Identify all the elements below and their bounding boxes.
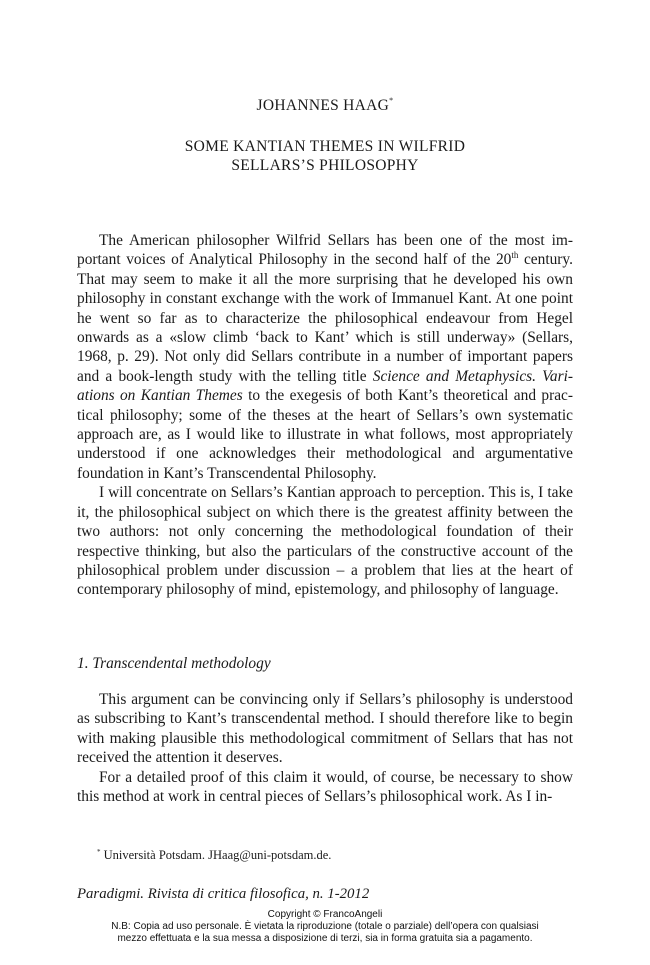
footnote-text: Università Potsdam. JHaag@uni-potsdam.de. bbox=[103, 848, 332, 862]
section-1-body bbox=[77, 690, 573, 806]
title-line-1: SOME KANTIAN THEMES IN WILFRID bbox=[184, 138, 466, 155]
footnote-mark: * bbox=[97, 848, 101, 856]
copyright-notice bbox=[0, 909, 650, 945]
copyright-line: Copyright © FrancoAngeli bbox=[267, 909, 383, 920]
author-text: JOHANNES HAAG bbox=[256, 97, 390, 114]
intro-section bbox=[77, 231, 573, 600]
notice-line-1: N.B: Copia ad uso personale. È vietata la riproduzione (totale o parziale) dell’opera con qualsiasi bbox=[111, 921, 539, 932]
footnote bbox=[97, 848, 331, 863]
notice-line-2: mezzo effettuata e la sua messa a disposizione di terzi, sia in forma gratuita sia a pagamento. bbox=[117, 933, 533, 944]
title-line-2: SELLARS’S PHILOSOPHY bbox=[231, 157, 419, 174]
author-footnote-mark: * bbox=[389, 96, 394, 105]
article-title bbox=[0, 137, 650, 175]
section-heading: 1. Transcendental methodology bbox=[77, 655, 271, 672]
journal-citation: Paradigmi. Rivista di critica filosofica, n. 1-2012 bbox=[77, 886, 370, 902]
book-title: Science and Metaphysics. Variations on Kantian Themes bbox=[77, 367, 573, 405]
author-name bbox=[0, 96, 650, 115]
intro-paragraph-2: I will concentrate on Sellars’s Kantian approach to perception. This is, I take it, the philosophical subject on which there is the greatest affinity between the two authors: not only concerning the methodological foundation of their respective thinking, but also the particulars of the constructive account of the philosophical problem under discussion – a problem that lies at the heart of contemporary philosophy of mind, epistemology, and philosophy of language. bbox=[77, 484, 573, 599]
ordinal-superscript: th bbox=[511, 250, 519, 261]
section-1-paragraph-1: This argument can be convincing only if Sellars’s philosophy is understood as subscribing to Kant’s transcendental method. I should therefore like to begin with making plausible this methodological commitment of Sellars that has not received the attention it deserves. bbox=[77, 691, 573, 767]
intro-paragraph-1: The American philosopher Wilfrid Sellars has been one of the most important voices of Analytical Philosophy in the second half of the 20th century. That may seem to make it all the more surprising that he developed his own philosophy in constant exchange with the work of Immanuel Kant. At one point he went so far as to characterize the philosophical endeavour from Hegel onwards as a «slow climb ‘back to Kant’ which is still underway» (Sellars, 1968, p. 29). Not only did Sellars contribute in a number of important papers and a book-length study with the telling title Science and Metaphysics. Variations on Kantian Themes to the exegesis of both Kant’s theoretical and practical philosophy; some of the theses at the heart of Sellars’s own systematic approach are, as I would like to illustrate in what follows, most appropriately understood if one acknowledges their methodological and argumentative foundation in Kant’s Transcendental Philosophy. bbox=[77, 232, 573, 482]
section-1-paragraph-2: For a detailed proof of this claim it would, of course, be necessary to show this method at work in central pieces of Sellars’s philosophical work. As I in- bbox=[77, 768, 573, 806]
